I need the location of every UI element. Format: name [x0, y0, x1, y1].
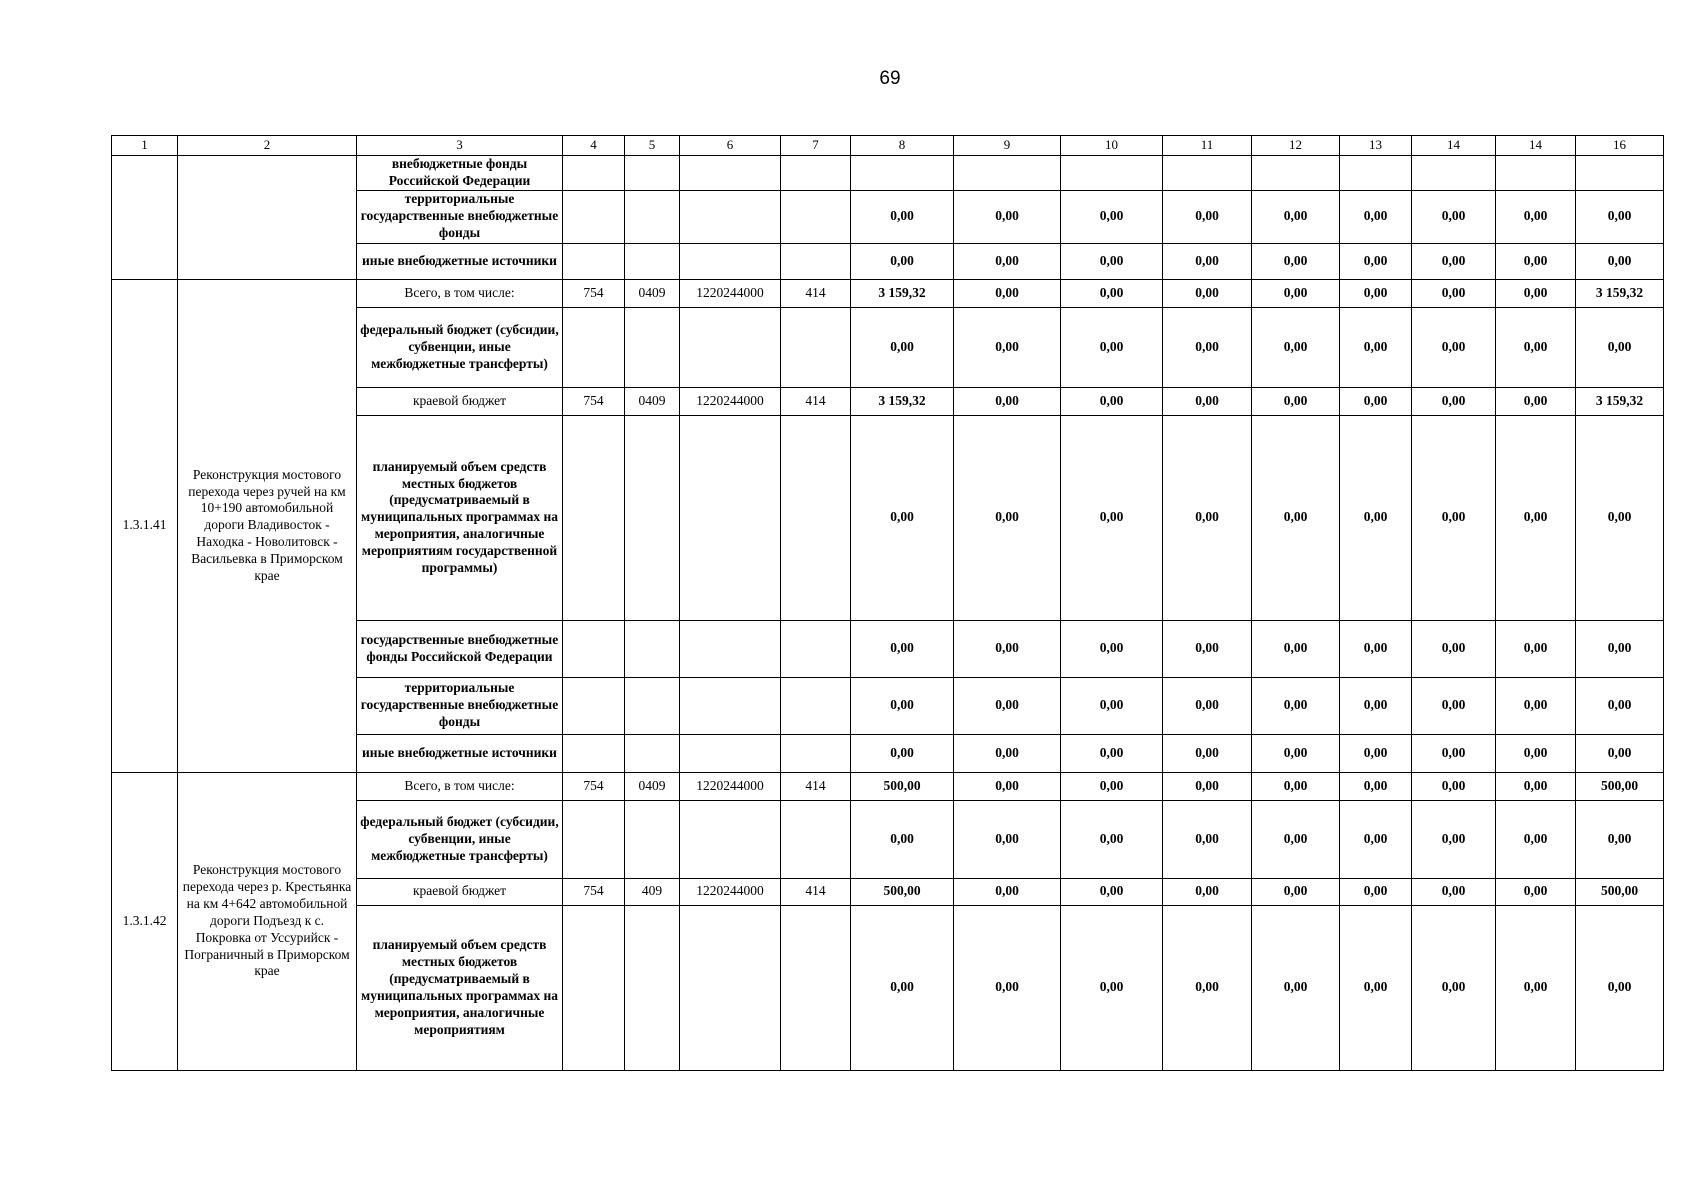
value-cell: 0,00 — [1163, 878, 1252, 905]
funding-source-cell: федеральный бюджет (субсидии, субвенции, иные межбюджетные трансферты) — [357, 800, 563, 878]
code-cell: 409 — [625, 878, 680, 905]
value-cell: 3 159,32 — [851, 279, 954, 307]
value-cell: 0,00 — [1252, 800, 1340, 878]
value-cell: 0,00 — [1163, 415, 1252, 620]
item-number-cell — [112, 156, 178, 280]
value-cell: 0,00 — [1412, 620, 1496, 677]
value-cell: 0,00 — [1252, 243, 1340, 279]
value-cell: 0,00 — [1496, 415, 1576, 620]
value-cell: 0,00 — [1576, 190, 1664, 243]
value-cell: 0,00 — [1340, 878, 1412, 905]
value-cell: 0,00 — [1163, 190, 1252, 243]
value-cell: 0,00 — [954, 190, 1061, 243]
value-cell: 0,00 — [954, 772, 1061, 800]
value-cell: 0,00 — [1496, 243, 1576, 279]
value-cell: 0,00 — [954, 279, 1061, 307]
funding-source-cell: краевой бюджет — [357, 878, 563, 905]
value-cell: 0,00 — [1061, 243, 1163, 279]
funding-source-cell: территориальные государственные внебюджетные фонды — [357, 677, 563, 734]
code-cell: 0409 — [625, 387, 680, 415]
value-cell: 0,00 — [1412, 279, 1496, 307]
value-cell: 0,00 — [1340, 415, 1412, 620]
item-name-cell: Реконструкция мостового перехода через р. Крестьянка на км 4+642 автомобильной дороги Подъезд к с. Покровка от Уссурийск - Пограничный в Приморском крае — [178, 772, 357, 1070]
value-cell: 0,00 — [1412, 772, 1496, 800]
code-cell: 0409 — [625, 279, 680, 307]
funding-source-cell: краевой бюджет — [357, 387, 563, 415]
value-cell: 0,00 — [1340, 677, 1412, 734]
value-cell: 0,00 — [851, 415, 954, 620]
value-cell: 0,00 — [1252, 677, 1340, 734]
value-cell: 0,00 — [1163, 620, 1252, 677]
code-cell: 414 — [781, 772, 851, 800]
value-cell: 0,00 — [1163, 677, 1252, 734]
funding-source-cell: федеральный бюджет (субсидии, субвенции, иные межбюджетные трансферты) — [357, 307, 563, 387]
value-cell: 0,00 — [1496, 307, 1576, 387]
value-cell: 0,00 — [1576, 800, 1664, 878]
column-header: 13 — [1340, 136, 1412, 156]
value-cell: 0,00 — [1163, 905, 1252, 1070]
value-cell: 0,00 — [1252, 772, 1340, 800]
table-row — [112, 772, 1664, 800]
value-cell: 0,00 — [851, 800, 954, 878]
value-cell: 0,00 — [851, 620, 954, 677]
value-cell: 0,00 — [1576, 734, 1664, 772]
value-cell: 0,00 — [954, 307, 1061, 387]
value-cell: 0,00 — [1340, 307, 1412, 387]
funding-source-cell: государственные внебюджетные фонды Российской Федерации — [357, 620, 563, 677]
value-cell: 0,00 — [1340, 243, 1412, 279]
value-cell: 0,00 — [1496, 387, 1576, 415]
funding-source-cell: Всего, в том числе: — [357, 279, 563, 307]
value-cell: 0,00 — [1061, 415, 1163, 620]
value-cell: 3 159,32 — [851, 387, 954, 415]
code-cell: 754 — [563, 878, 625, 905]
value-cell: 0,00 — [1340, 800, 1412, 878]
code-cell: 414 — [781, 387, 851, 415]
item-name-cell: Реконструкция мостового перехода через ручей на км 10+190 автомобильной дороги Владивосток - Находка - Новолитовск - Васильевка в Приморском крае — [178, 279, 357, 772]
value-cell: 0,00 — [954, 878, 1061, 905]
code-cell: 414 — [781, 878, 851, 905]
value-cell: 0,00 — [1412, 878, 1496, 905]
value-cell: 0,00 — [1496, 772, 1576, 800]
value-cell: 0,00 — [1340, 620, 1412, 677]
value-cell: 0,00 — [851, 243, 954, 279]
value-cell: 0,00 — [1252, 279, 1340, 307]
code-cell: 414 — [781, 279, 851, 307]
value-cell: 0,00 — [1576, 620, 1664, 677]
value-cell: 0,00 — [851, 190, 954, 243]
table-row — [112, 279, 1664, 307]
code-cell: 1220244000 — [680, 878, 781, 905]
value-cell: 0,00 — [1412, 734, 1496, 772]
funding-source-cell: территориальные государственные внебюджетные фонды — [357, 190, 563, 243]
code-cell: 1220244000 — [680, 387, 781, 415]
value-cell: 0,00 — [1061, 878, 1163, 905]
value-cell: 0,00 — [1412, 800, 1496, 878]
value-cell: 3 159,32 — [1576, 279, 1664, 307]
value-cell: 0,00 — [1061, 279, 1163, 307]
table-row — [112, 156, 1664, 191]
value-cell: 500,00 — [851, 878, 954, 905]
column-header: 9 — [954, 136, 1061, 156]
value-cell: 0,00 — [1496, 878, 1576, 905]
value-cell: 0,00 — [1576, 905, 1664, 1070]
value-cell: 0,00 — [1412, 905, 1496, 1070]
funding-source-cell: внебюджетные фонды Российской Федерации — [357, 156, 563, 191]
code-cell: 0409 — [625, 772, 680, 800]
value-cell: 0,00 — [1496, 279, 1576, 307]
item-number-cell: 1.3.1.41 — [112, 279, 178, 772]
value-cell: 0,00 — [954, 243, 1061, 279]
item-number-cell: 1.3.1.42 — [112, 772, 178, 1070]
value-cell: 0,00 — [1163, 279, 1252, 307]
value-cell: 0,00 — [1252, 190, 1340, 243]
value-cell: 0,00 — [1061, 307, 1163, 387]
value-cell: 0,00 — [1576, 307, 1664, 387]
column-number-row — [112, 136, 1664, 156]
funding-source-cell: иные внебюджетные источники — [357, 243, 563, 279]
value-cell: 0,00 — [1340, 734, 1412, 772]
funding-source-cell: планируемый объем средств местных бюджетов (предусматриваемый в муниципальных программах на мероприятия, аналогичные мероприятиям — [357, 905, 563, 1070]
code-cell: 1220244000 — [680, 772, 781, 800]
column-header: 2 — [178, 136, 357, 156]
value-cell: 0,00 — [1340, 279, 1412, 307]
value-cell: 0,00 — [1252, 734, 1340, 772]
value-cell: 0,00 — [1412, 243, 1496, 279]
code-cell: 754 — [563, 772, 625, 800]
value-cell: 0,00 — [1061, 800, 1163, 878]
value-cell: 0,00 — [1061, 905, 1163, 1070]
column-header: 8 — [851, 136, 954, 156]
value-cell: 0,00 — [954, 387, 1061, 415]
value-cell: 0,00 — [1340, 387, 1412, 415]
value-cell: 500,00 — [851, 772, 954, 800]
value-cell: 0,00 — [1252, 905, 1340, 1070]
value-cell: 0,00 — [1576, 415, 1664, 620]
value-cell: 0,00 — [1252, 878, 1340, 905]
value-cell: 0,00 — [1496, 620, 1576, 677]
value-cell: 0,00 — [1061, 620, 1163, 677]
column-header: 11 — [1163, 136, 1252, 156]
value-cell: 0,00 — [1061, 677, 1163, 734]
value-cell: 0,00 — [1576, 243, 1664, 279]
value-cell: 0,00 — [1061, 734, 1163, 772]
column-header: 3 — [357, 136, 563, 156]
column-header: 10 — [1061, 136, 1163, 156]
value-cell: 0,00 — [1412, 387, 1496, 415]
column-header: 12 — [1252, 136, 1340, 156]
value-cell: 0,00 — [954, 620, 1061, 677]
page-number: 69 — [879, 68, 901, 89]
value-cell: 500,00 — [1576, 772, 1664, 800]
value-cell: 0,00 — [1061, 190, 1163, 243]
value-cell: 0,00 — [1163, 307, 1252, 387]
funding-source-cell: Всего, в том числе: — [357, 772, 563, 800]
funding-source-cell: планируемый объем средств местных бюджетов (предусматриваемый в муниципальных программах на мероприятия, аналогичные мероприятиям государственной программы) — [357, 415, 563, 620]
code-cell: 754 — [563, 387, 625, 415]
value-cell: 0,00 — [1496, 190, 1576, 243]
value-cell: 0,00 — [1163, 243, 1252, 279]
value-cell: 0,00 — [851, 677, 954, 734]
value-cell: 0,00 — [1412, 307, 1496, 387]
value-cell: 0,00 — [1163, 800, 1252, 878]
funding-source-cell: иные внебюджетные источники — [357, 734, 563, 772]
value-cell: 0,00 — [1252, 415, 1340, 620]
value-cell: 0,00 — [851, 734, 954, 772]
column-header: 1 — [112, 136, 178, 156]
value-cell: 0,00 — [1340, 905, 1412, 1070]
column-header: 14 — [1412, 136, 1496, 156]
column-header: 4 — [563, 136, 625, 156]
budget-table — [111, 135, 1664, 1071]
item-name-cell — [178, 156, 357, 280]
column-header: 5 — [625, 136, 680, 156]
value-cell: 0,00 — [1576, 677, 1664, 734]
value-cell: 0,00 — [954, 677, 1061, 734]
value-cell: 0,00 — [954, 415, 1061, 620]
value-cell: 0,00 — [954, 905, 1061, 1070]
value-cell: 500,00 — [1576, 878, 1664, 905]
value-cell: 0,00 — [1496, 734, 1576, 772]
code-cell: 754 — [563, 279, 625, 307]
value-cell: 0,00 — [1252, 307, 1340, 387]
value-cell: 0,00 — [1496, 905, 1576, 1070]
value-cell: 0,00 — [1163, 772, 1252, 800]
column-header: 14 — [1496, 136, 1576, 156]
column-header: 6 — [680, 136, 781, 156]
value-cell: 0,00 — [1340, 190, 1412, 243]
code-cell: 1220244000 — [680, 279, 781, 307]
column-header: 7 — [781, 136, 851, 156]
value-cell: 0,00 — [954, 800, 1061, 878]
value-cell: 0,00 — [1061, 387, 1163, 415]
value-cell: 0,00 — [1496, 800, 1576, 878]
value-cell: 0,00 — [1340, 772, 1412, 800]
value-cell: 0,00 — [1061, 772, 1163, 800]
value-cell: 0,00 — [954, 734, 1061, 772]
value-cell: 0,00 — [1412, 415, 1496, 620]
value-cell: 0,00 — [1252, 620, 1340, 677]
value-cell: 0,00 — [851, 307, 954, 387]
value-cell: 0,00 — [1412, 677, 1496, 734]
value-cell: 0,00 — [1412, 190, 1496, 243]
value-cell: 0,00 — [1252, 387, 1340, 415]
column-header: 16 — [1576, 136, 1664, 156]
value-cell: 0,00 — [1496, 677, 1576, 734]
value-cell: 0,00 — [851, 905, 954, 1070]
value-cell: 3 159,32 — [1576, 387, 1664, 415]
value-cell: 0,00 — [1163, 387, 1252, 415]
value-cell: 0,00 — [1163, 734, 1252, 772]
